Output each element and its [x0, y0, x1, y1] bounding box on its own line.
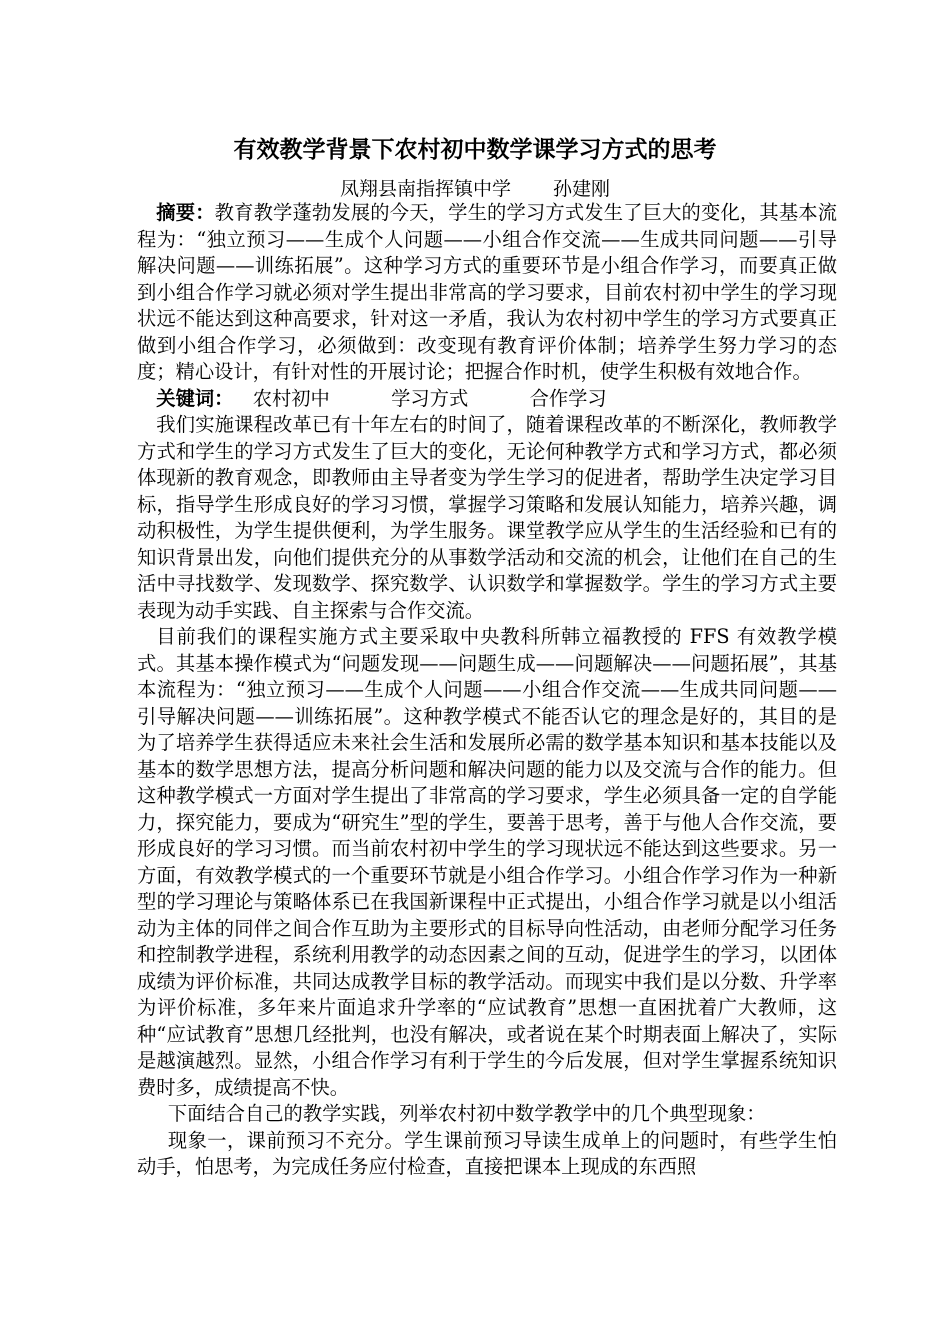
- body-paragraph-1: 我们实施课程改革已有十年左右的时间了，随着课程改革的不断深化，教师教学方式和学生的学习方式发生了巨大的变化，无论何种教学方式和学习方式，都必须体现新的教育观念，即教师由主导者变为学生学习的促进者，帮助学生决定学习目标，指导学生形成良好的学习习惯，掌握学习策略和发展认知能力，培养兴趣，调动积极性，为学生提供便利，为学生服务。课堂教学应从学生的生活经验和已有的知识背景出发，向他们提供充分的从事数学活动和交流的机会，让他们在自己的生活中寻找数学、发现数学、探究数学、认识数学和掌握数学。学生的学习方式主要表现为动手实践、自主探索与合作交流。: [137, 413, 837, 622]
- keyword-item: 学习方式: [391, 386, 469, 410]
- abstract-paragraph: [137, 200, 837, 386]
- abstract-label: 摘要：: [156, 201, 215, 224]
- keyword-item: 合作学习: [529, 386, 607, 410]
- author-school: 凤翔县南指挥镇中学: [339, 178, 511, 200]
- keyword-item: 农村初中: [252, 386, 330, 410]
- byline: [0, 176, 950, 202]
- author-name: 孙建刚: [553, 178, 611, 200]
- document-body: [137, 200, 837, 1181]
- body-paragraph-2: 目前我们的课程实施方式主要采取中央教科所韩立福教授的 FFS 有效教学模式。其基本操作模式为“问题发现——问题生成——问题解决——问题拓展”，其基本流程为：“独立预习——生成个人问题——小组合作交流——生成共同问题——引导解决问题——训练拓展”。这种教学模式不能否认它的理念是好的，其目的是为了培养学生获得适应未来社会生活和发展所必需的数学基本知识和基本技能以及基本的数学思想方法，提高分析问题和解决问题的能力以及交流与合作的能力。但这种教学模式一方面对学生提出了非常高的学习要求，学生必须具备一定的自学能力，探究能力，要成为“研究生”型的学生，要善于思考，善于与他人合作交流，要形成良好的学习习惯。而当前农村初中学生的学习现状远不能达到这些要求。另一方面，有效教学模式的一个重要环节就是小组合作学习。小组合作学习作为一种新型的学习理论与策略体系已在我国新课程中正式提出，小组合作学习就是以小组活动为主体的同伴之间合作互助为主要形式的目标导向性活动，由老师分配学习任务和控制教学进程，系统利用教学的动态因素之间的互动，促进学生的学习，以团体成绩为评价标准，共同达成教学目标的教学活动。而现实中我们是以分数、升学率为评价标准，多年来片面追求升学率的“应试教育”思想一直困扰着广大教师，这种“应试教育”思想几经批判，也没有解决，或者说在某个时期表面上解决了，实际是越演越烈。显然，小组合作学习有利于学生的今后发展，但对学生掌握系统知识费时多，成绩提高不快。: [137, 625, 837, 1099]
- abstract-text: 教育教学蓬勃发展的今天，学生的学习方式发生了巨大的变化，其基本流程为：“独立预习——生成个人问题——小组合作交流——生成共同问题——引导解决问题——训练拓展”。这种学习方式的重要环节是小组合作学习，而要真正做到小组合作学习就必须对学生提出非常高的学习要求，目前农村初中学生的学习现状远不能达到这种高要求，针对这一矛盾，我认为农村初中学生的学习方式要真正做到小组合作学习，必须做到：改变现有教育评价体制；培养学生努力学习的态度；精心设计，有针对性的开展讨论；把握合作时机，使学生积极有效地合作。: [137, 201, 838, 383]
- keywords-paragraph: [137, 386, 837, 413]
- keywords-label: 关键词：: [156, 386, 234, 410]
- body-paragraph-4: 现象一，课前预习不充分。学生课前预习导读生成单上的问题时，有些学生怕动手，怕思考，为完成任务应付检查，直接把课本上现成的东西照: [137, 1128, 837, 1178]
- body-paragraph-3: 下面结合自己的教学实践，列举农村初中数学教学中的几个典型现象：: [167, 1102, 766, 1125]
- page-title: 有效教学背景下农村初中数学课学习方式的思考: [233, 137, 717, 163]
